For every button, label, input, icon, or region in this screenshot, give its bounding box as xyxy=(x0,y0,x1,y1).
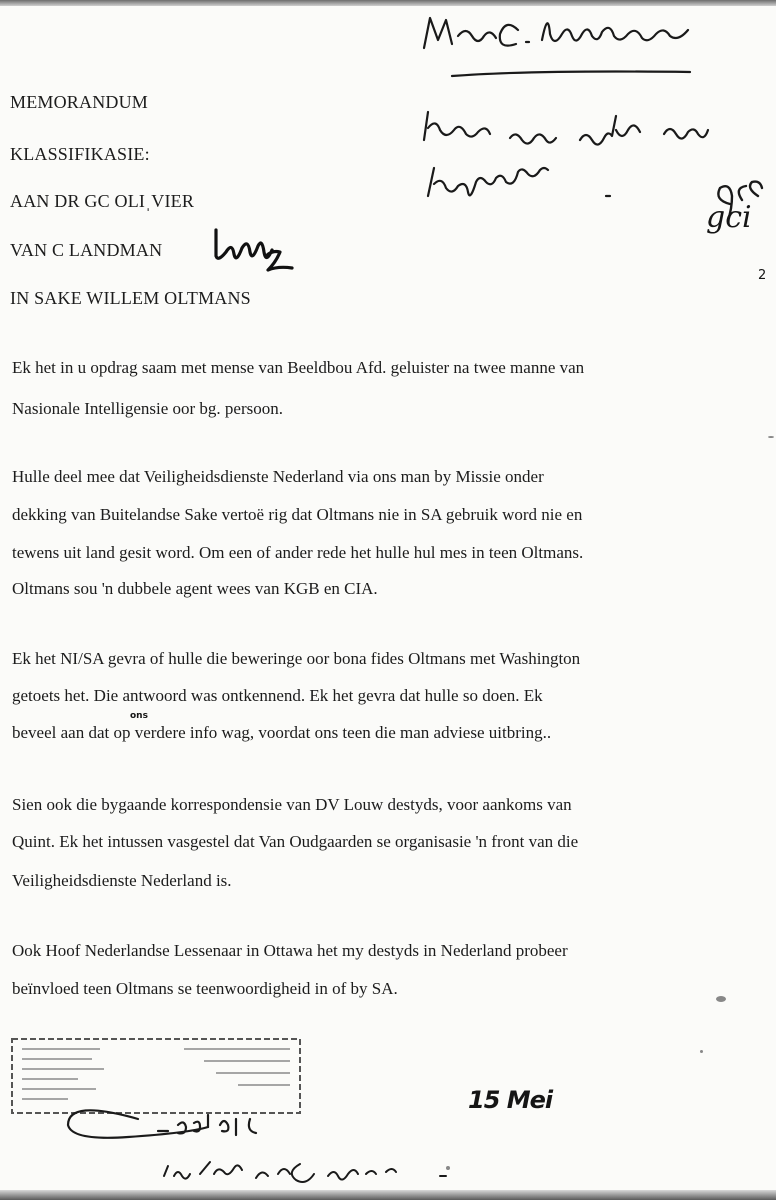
paragraph-line: Hulle deel mee dat Veiligheidsdienste Nederland via ons man by Missie onder xyxy=(12,467,544,486)
handwritten-note-top-right xyxy=(410,0,776,220)
handwritten-initials: gci xyxy=(706,200,752,235)
scan-speck xyxy=(716,996,726,1002)
paragraph-line: tewens uit land gesit word. Om een of ander rede het hulle hul mes in teen Oltmans. xyxy=(12,543,584,562)
paragraph-line: Quint. Ek het intussen vasgestel dat Van Oudgaarden se organisasie 'n front van die xyxy=(12,832,579,851)
memo-from: VAN C LANDMAN xyxy=(10,240,163,260)
scan-edge-bottom xyxy=(0,1190,776,1200)
scan-speck xyxy=(700,1050,703,1053)
handwritten-insertion: ons xyxy=(130,711,148,721)
paragraph-line: Ek het NI/SA gevra of hulle die beweringe oor bona fides Oltmans met Washington xyxy=(12,649,581,668)
memo-to: AAN DR GC OLIˌVIER xyxy=(10,191,195,211)
paragraph-line: dekking van Buitelandse Sake vertoë rig dat Oltmans nie in SA gebruik word nie en xyxy=(12,505,583,524)
paragraph-line: beïnvloed teen Oltmans se teenwoordigheid in of by SA. xyxy=(12,979,398,998)
paragraph-line: getoets het. Die antwoord was ontkennend. Ek het gevra dat hulle so doen. Ek xyxy=(12,686,543,705)
paragraph-line: Sien ook die bygaande korrespondensie van DV Louw destyds, voor aankoms van xyxy=(12,795,572,814)
paragraph-line: Veiligheidsdienste Nederland is. xyxy=(12,871,232,890)
memo-subject: IN SAKE WILLEM OLTMANS xyxy=(10,288,251,308)
scan-speck xyxy=(446,1166,450,1170)
paragraph-line: beveel aan dat op verdere info wag, voordat ons teen die man adviese uitbring.. xyxy=(12,723,552,742)
page-number: 2 xyxy=(758,268,767,283)
paragraph-line: Oltmans sou 'n dubbele agent wees van KGB en CIA. xyxy=(12,579,378,598)
memo-type: MEMORANDUM xyxy=(10,92,149,112)
handwritten-date: 15 Mei xyxy=(468,1086,553,1114)
handwritten-scribble-bottom xyxy=(160,1150,460,1190)
memo-classification: KLASSIFIKASIE: xyxy=(10,144,150,164)
paragraph-line: Ek het in u opdrag saam met mense van Beeldbou Afd. geluister na twee manne van xyxy=(12,358,585,377)
registry-stamp xyxy=(8,1035,304,1143)
paragraph-line: Nasionale Intelligensie oor bg. persoon. xyxy=(12,399,283,418)
paragraph-line: Ook Hoof Nederlandse Lessenaar in Ottawa het my destyds in Nederland probeer xyxy=(12,941,568,960)
signature-scribble xyxy=(208,226,304,278)
scan-speck xyxy=(768,436,774,438)
